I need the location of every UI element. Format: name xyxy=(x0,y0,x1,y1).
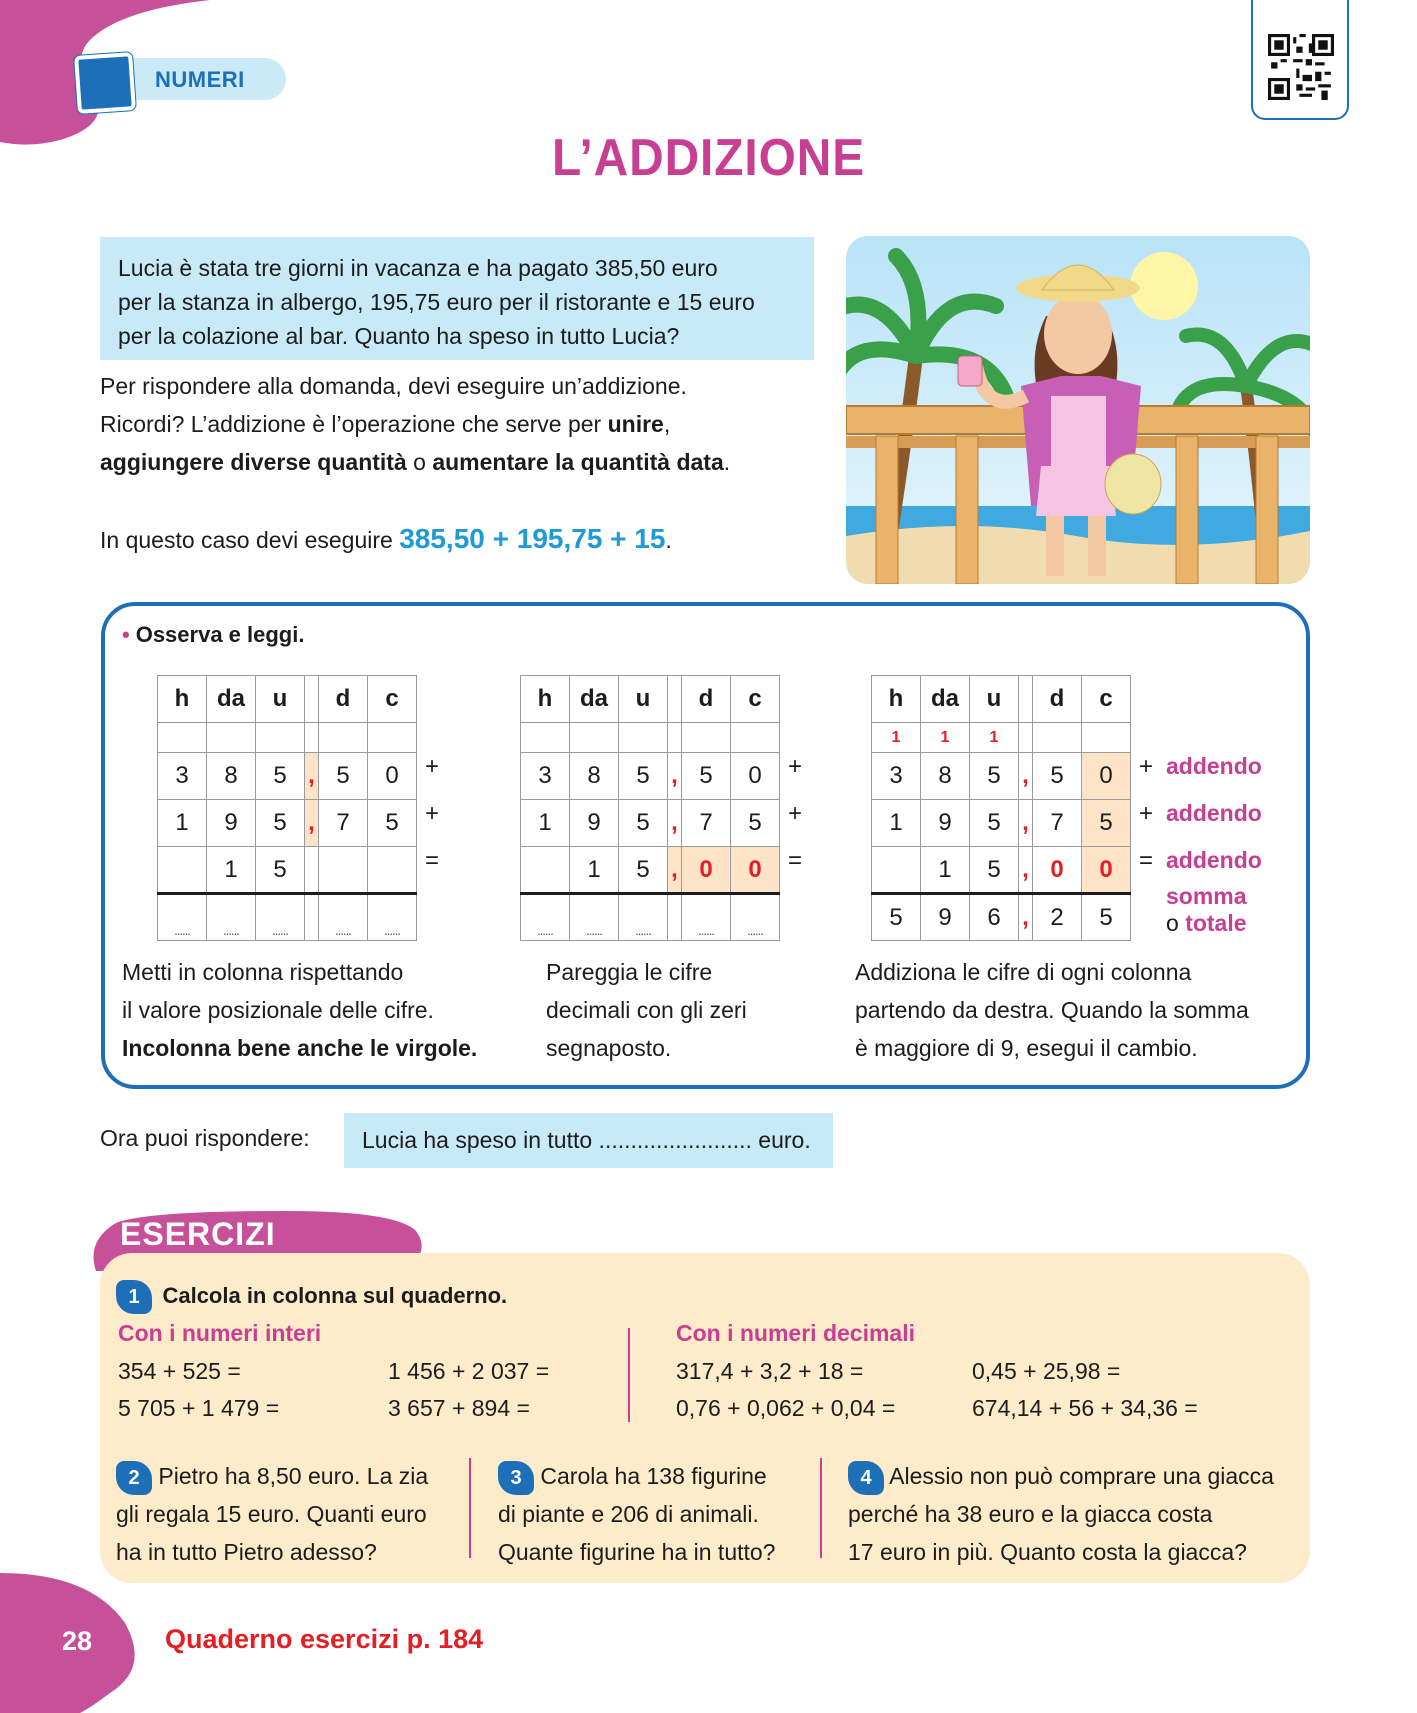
ex1-item: 3 657 + 894 = xyxy=(388,1395,530,1421)
exercise-number-badge: 4 xyxy=(848,1461,884,1495)
equals-sign: = xyxy=(788,847,803,874)
ex1-item: 1 456 + 2 037 = xyxy=(388,1358,550,1384)
ex1-item: 0,76 + 0,062 + 0,04 = xyxy=(676,1395,896,1421)
exercises-title: ESERCIZI xyxy=(120,1216,276,1252)
answer-lead: Ora puoi rispondere: xyxy=(100,1125,310,1151)
ex1-right-title: Con i numeri decimali xyxy=(676,1320,915,1346)
intro-line-1: Per rispondere alla domanda, devi eseguire un’addizione. xyxy=(100,373,687,399)
qr-code-icon xyxy=(1268,34,1334,100)
exercise-number-badge: 1 xyxy=(116,1280,152,1314)
ex1-item: 317,4 + 3,2 + 18 = xyxy=(676,1358,864,1384)
section-label: NUMERI xyxy=(155,67,245,92)
osserva-title: • Osserva e leggi. xyxy=(122,622,305,647)
addend-label: addendo xyxy=(1166,800,1262,826)
problem-line: per la stanza in albergo, 195,75 euro per il ristorante e 15 euro xyxy=(118,289,755,315)
girl-beach-illustration xyxy=(846,236,1310,584)
intro-line-4: In questo caso devi eseguire 385,50 + 195,75 + 15. xyxy=(100,523,672,554)
plus-sign: + xyxy=(1139,800,1154,827)
intro-line-3: aggiungere diverse quantità o aumentare la quantità data. xyxy=(100,449,731,475)
equals-sign: = xyxy=(425,847,440,874)
exercise-number-badge: 2 xyxy=(116,1461,152,1495)
place-value-table-step-3: h da u d c 1 1 1 3 8 5 , 5 0 1 9 5 , 7 5 1 5 , 0 0 5 9 6 , 2 5 xyxy=(871,675,1131,941)
page-title: L’ADDIZIONE xyxy=(551,129,866,187)
page-number: 28 xyxy=(62,1626,93,1656)
ex1-item: 354 + 525 = xyxy=(118,1358,241,1384)
exercise-3: 3 Carola ha 138 figurine di piante e 206 di animali. Quante figurine ha in tutto? xyxy=(498,1463,776,1565)
divider xyxy=(469,1458,471,1558)
addend-label: addendo xyxy=(1166,847,1262,873)
plus-sign: + xyxy=(788,800,803,827)
ex1-left-title: Con i numeri interi xyxy=(118,1320,322,1346)
addend-label: addendo xyxy=(1166,753,1262,779)
qr-code-tab[interactable] xyxy=(1251,0,1349,120)
intro-line-2: Ricordi? L’addizione è l’operazione che serve per unire, xyxy=(100,411,671,437)
ex1-item: 674,14 + 56 + 34,36 = xyxy=(972,1395,1198,1421)
carry-digit: 1 xyxy=(921,723,970,753)
carry-digit: 1 xyxy=(872,723,921,753)
divider xyxy=(820,1458,822,1558)
sum-label: somma xyxy=(1166,883,1247,909)
problem-box xyxy=(100,237,814,360)
plus-sign: + xyxy=(788,753,803,780)
equals-sign: = xyxy=(1139,847,1154,874)
place-value-table-step-1: h da u d c 3 8 5 , 5 0 1 9 5 , 7 5 1 5 ...... ...... ...... ...... ...... xyxy=(157,675,417,941)
caption-step-3: Addiziona le cifre di ogni colonna partendo da destra. Quando la somma è maggiore di 9, esegui il cambio. xyxy=(855,959,1249,1061)
exercise-1-header: 1 Calcola in colonna sul quaderno. xyxy=(116,1280,507,1314)
answer-box[interactable]: Lucia ha speso in tutto ........................ euro. xyxy=(344,1113,833,1168)
plus-sign: + xyxy=(1139,753,1154,780)
exercise-number-badge: 3 xyxy=(498,1461,534,1495)
place-value-table-step-2: h da u d c 3 8 5 , 5 0 1 9 5 , 7 5 1 5 , 0 0 ...... ...... ...... ...... ...... xyxy=(520,675,780,941)
caption-step-1: Metti in colonna rispettando il valore posizionale delle cifre. Incolonna bene anche le virgole. xyxy=(122,959,478,1061)
ex1-item: 0,45 + 25,98 = xyxy=(972,1358,1121,1384)
section-square-icon xyxy=(74,52,136,114)
exercise-2: 2 Pietro ha 8,50 euro. La zia gli regala 15 euro. Quanti euro ha in tutto Pietro adesso? xyxy=(116,1463,429,1565)
workbook-reference[interactable]: Quaderno esercizi p. 184 xyxy=(165,1624,484,1654)
exercise-4: 4 Alessio non può comprare una giacca perché ha 38 euro e la giacca costa 17 euro in più. Quanto costa la giacca? xyxy=(848,1463,1274,1565)
plus-sign: + xyxy=(425,800,440,827)
divider xyxy=(628,1328,630,1422)
caption-step-2: Pareggia le cifre decimali con gli zeri segnaposto. xyxy=(546,959,747,1061)
total-label: o totale xyxy=(1166,910,1247,936)
problem-line: per la colazione al bar. Quanto ha speso in tutto Lucia? xyxy=(118,323,680,349)
carry-digit: 1 xyxy=(970,723,1019,753)
problem-line: Lucia è stata tre giorni in vacanza e ha pagato 385,50 euro xyxy=(118,255,718,281)
ex1-item: 5 705 + 1 479 = xyxy=(118,1395,280,1421)
expression: 385,50 + 195,75 + 15 xyxy=(399,523,666,554)
plus-sign: + xyxy=(425,753,440,780)
